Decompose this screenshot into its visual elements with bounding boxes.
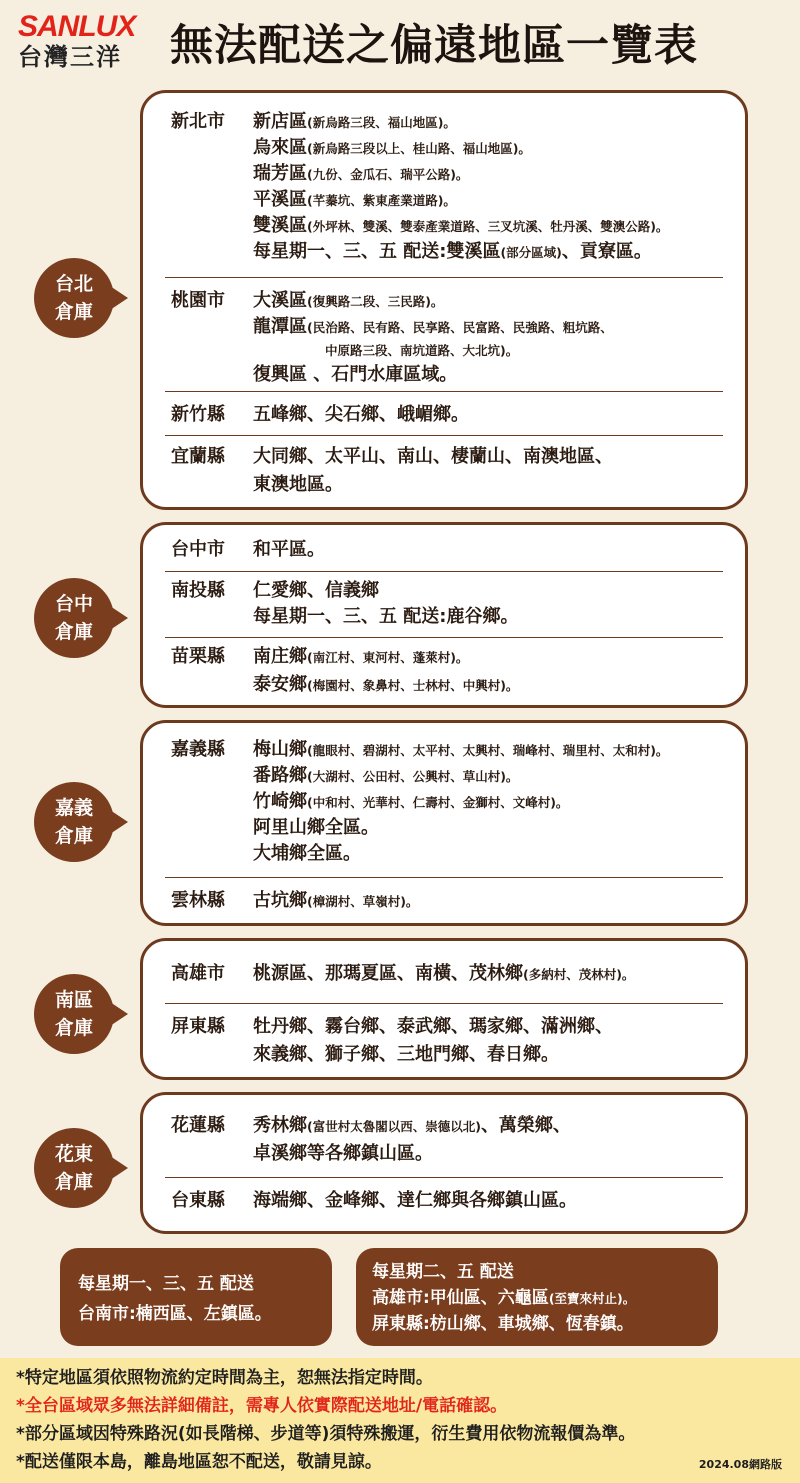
list-item: 南庄鄉(南江村、東河村、蓬萊村)。 xyxy=(253,646,469,667)
list-item: 秀林鄉(富世村太魯閣以西、崇德以北)、萬榮鄉、 xyxy=(253,1115,571,1136)
section-miaoli xyxy=(165,637,723,703)
brand-name-en: SANLUX xyxy=(18,10,136,43)
pill-line: 高雄市:甲仙區、六龜區(至寶來村止)。 xyxy=(372,1288,636,1308)
delivery-note-kaohsiung-pingtung xyxy=(356,1248,718,1346)
county-label: 屏東縣 xyxy=(171,1016,225,1037)
warehouse-badge-huadong: 花東 倉庫 xyxy=(34,1128,114,1208)
pill-line: 每星期一、三、五 配送 xyxy=(78,1274,254,1294)
section-kaohsiung xyxy=(165,961,723,1001)
list-item: 每星期一、三、五 配送:鹿谷鄉。 xyxy=(253,606,519,627)
note-2: *全台區域眾多無法詳細備註，需專人依實際配送地址/電話確認。 xyxy=(16,1396,508,1416)
brand-name-zh: 台灣三洋 xyxy=(18,43,122,71)
county-label: 新北市 xyxy=(171,111,225,132)
list-item: 大同鄉、太平山、南山、棲蘭山、南澳地區、 xyxy=(253,446,613,467)
county-label: 南投縣 xyxy=(171,580,225,601)
county-label: 嘉義縣 xyxy=(171,739,225,760)
list-item: 阿里山鄉全區。 xyxy=(253,817,379,838)
section-hsinchu xyxy=(165,391,723,435)
pill-line: 每星期二、五 配送 xyxy=(372,1262,514,1282)
section-taitung xyxy=(165,1177,723,1229)
list-item: 梅山鄉(龍眼村、碧湖村、太平村、太興村、瑞峰村、瑞里村、太和村)。 xyxy=(253,739,669,760)
list-item: 復興區 、石門水庫區域。 xyxy=(253,364,458,385)
list-item: 瑞芳區(九份、金瓜石、瑞平公路)。 xyxy=(253,163,469,184)
section-chiayi-county xyxy=(165,737,723,879)
section-hualien xyxy=(165,1113,723,1175)
section-taoyuan xyxy=(165,277,723,389)
edition-label: 2024.08網路版 xyxy=(698,1458,782,1471)
list-item: 大埔鄉全區。 xyxy=(253,843,361,864)
county-label: 台中市 xyxy=(171,539,225,560)
list-item: 每星期一、三、五 配送:雙溪區(部分區域)、貢寮區。 xyxy=(253,241,652,262)
list-item: 烏來區(新烏路三段以上、桂山路、福山地區)。 xyxy=(253,137,531,158)
pill-line: 台南市:楠西區、左鎮區。 xyxy=(78,1304,272,1324)
list-item: 仁愛鄉、信義鄉 xyxy=(253,580,379,601)
list-item: 五峰鄉、尖石鄉、峨嵋鄉。 xyxy=(253,404,469,425)
list-item: 和平區。 xyxy=(253,539,325,560)
list-item: 卓溪鄉等各鄉鎮山區。 xyxy=(253,1143,433,1164)
list-item: 古坑鄉(樟湖村、草嶺村)。 xyxy=(253,890,419,911)
list-item: 雙溪區(外坪林、雙溪、雙泰產業道路、三叉坑溪、牡丹溪、雙澳公路)。 xyxy=(253,215,669,236)
list-item: 東澳地區。 xyxy=(253,474,343,495)
list-item: 中原路三段、南坑道路、大北坑)。 xyxy=(325,343,519,358)
panel-taipei xyxy=(140,90,748,510)
note-1: *特定地區須依照物流約定時間為主，恕無法指定時間。 xyxy=(16,1368,433,1388)
panel-south xyxy=(140,938,748,1080)
list-item: 來義鄉、獅子鄉、三地門鄉、春日鄉。 xyxy=(253,1044,559,1065)
county-label: 台東縣 xyxy=(171,1190,225,1211)
list-item: 桃源區、那瑪夏區、南橫、茂林鄉(多納村、茂林村)。 xyxy=(253,963,635,984)
warehouse-badge-taichung: 台中 倉庫 xyxy=(34,578,114,658)
section-nantou xyxy=(165,571,723,639)
section-taichung-city xyxy=(165,537,723,571)
panel-taichung xyxy=(140,522,748,708)
delivery-note-tainan xyxy=(60,1248,332,1346)
list-item: 新店區(新烏路三段、福山地區)。 xyxy=(253,111,456,132)
list-item: 龍潭區(民治路、民有路、民享路、民富路、民強路、粗坑路、 xyxy=(253,316,613,337)
section-yilan xyxy=(165,435,723,505)
list-item: 海端鄉、金峰鄉、達仁鄉與各鄉鎮山區。 xyxy=(253,1190,577,1211)
list-item: 牡丹鄉、霧台鄉、泰武鄉、瑪家鄉、滿洲鄉、 xyxy=(253,1016,613,1037)
note-3: *部分區域因特殊路況(如長階梯、步道等)須特殊搬運，衍生費用依物流報價為準。 xyxy=(16,1424,636,1444)
list-item: 泰安鄉(梅園村、象鼻村、士林村、中興村)。 xyxy=(253,674,519,695)
pill-line: 屏東縣:枋山鄉、車城鄉、恆春鎮。 xyxy=(372,1314,634,1334)
header xyxy=(0,0,800,86)
page-title: 無法配送之偏遠地區一覽表 xyxy=(170,21,698,71)
county-label: 苗栗縣 xyxy=(171,646,225,667)
warehouse-badge-south: 南區 倉庫 xyxy=(34,974,114,1054)
note-4: *配送僅限本島，離島地區恕不配送，敬請見諒。 xyxy=(16,1452,382,1472)
county-label: 新竹縣 xyxy=(171,404,225,425)
county-label: 花蓮縣 xyxy=(171,1115,225,1136)
panel-chiayi xyxy=(140,720,748,926)
list-item: 平溪區(芊蓁坑、紫東產業道路)。 xyxy=(253,189,456,210)
list-item: 番路鄉(大湖村、公田村、公興村、草山村)。 xyxy=(253,765,519,786)
list-item: 大溪區(復興路二段、三民路)。 xyxy=(253,290,444,311)
warehouse-badge-chiayi: 嘉義 倉庫 xyxy=(34,782,114,862)
brand-logo xyxy=(18,12,135,72)
county-label: 雲林縣 xyxy=(171,890,225,911)
list-item: 竹崎鄉(中和村、光華村、仁壽村、金獅村、文峰村)。 xyxy=(253,791,569,812)
section-xinbei xyxy=(165,109,723,279)
section-pingtung xyxy=(165,1003,723,1075)
panel-huadong xyxy=(140,1092,748,1234)
county-label: 桃園市 xyxy=(171,290,225,311)
county-label: 高雄市 xyxy=(171,963,225,984)
footnotes xyxy=(0,1358,800,1483)
warehouse-badge-taipei: 台北 倉庫 xyxy=(34,258,114,338)
section-yunlin xyxy=(165,877,723,921)
county-label: 宜蘭縣 xyxy=(171,446,225,467)
